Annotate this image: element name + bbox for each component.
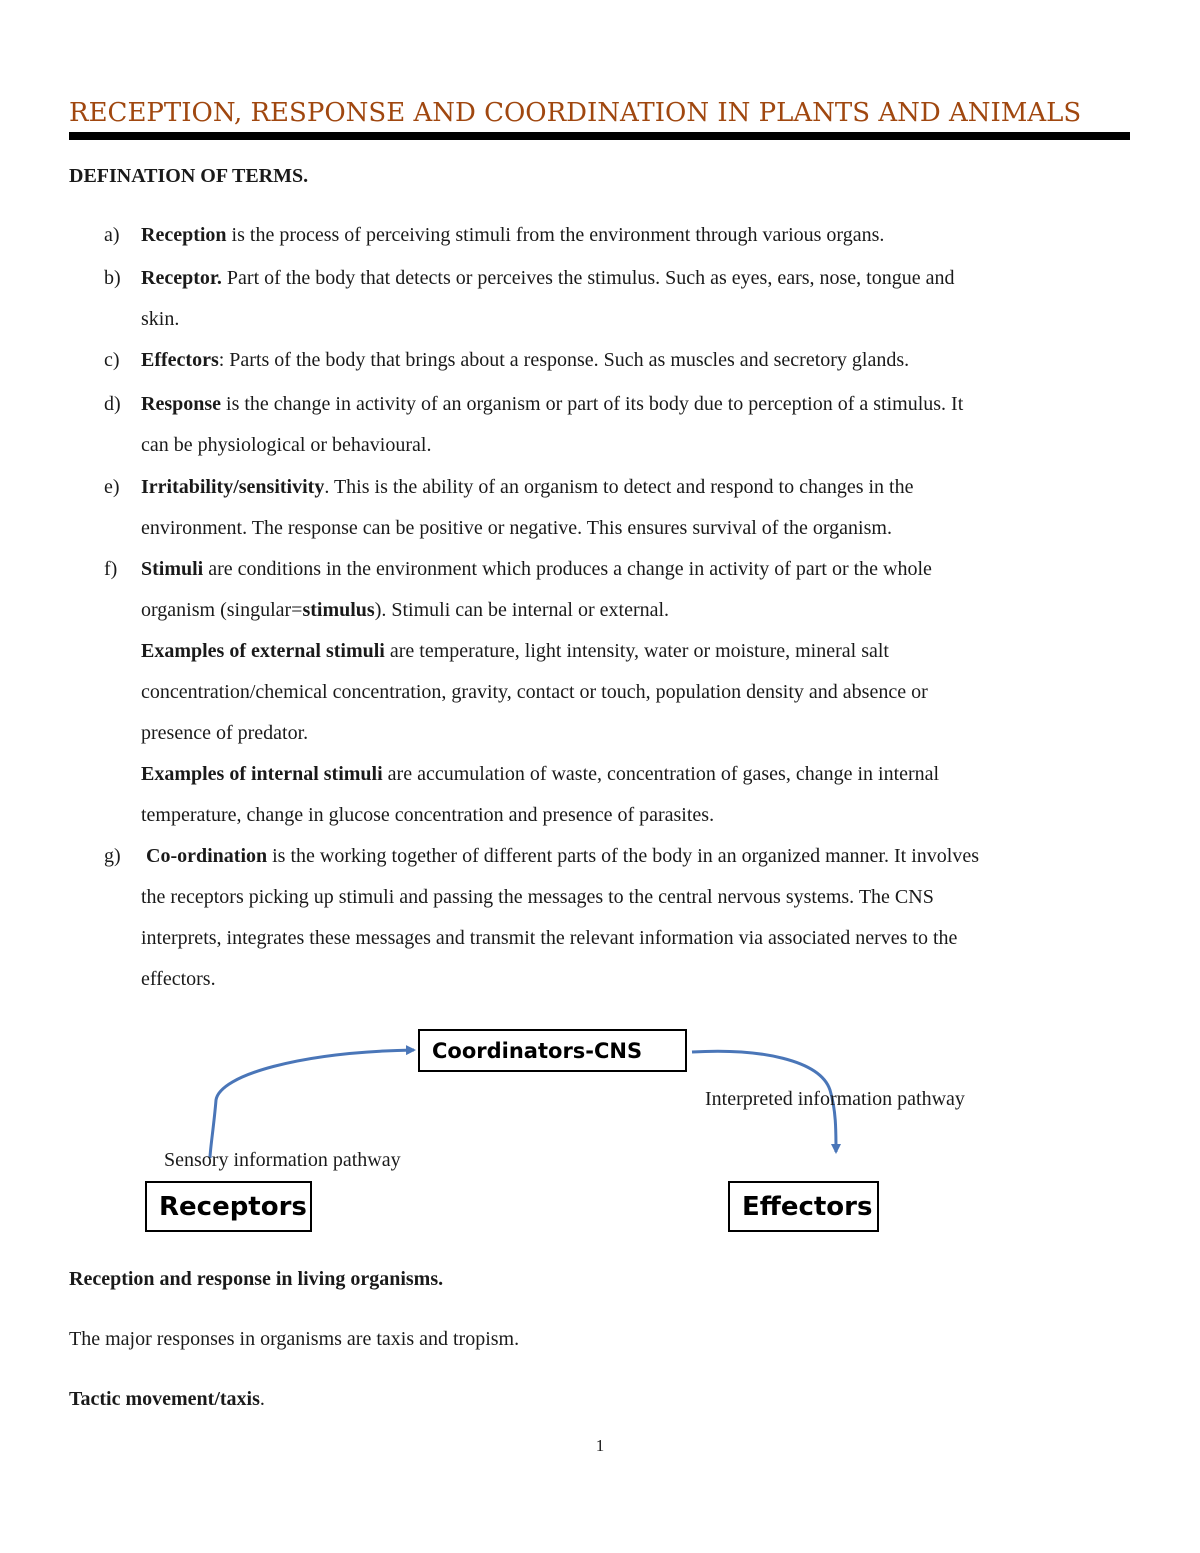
- term: Stimuli: [141, 558, 204, 580]
- definition-text: are accumulation of waste, concentration of gases, change in internal: [382, 763, 940, 785]
- definition-text: temperature, change in glucose concentration and presence of parasites.: [141, 804, 715, 826]
- definition-text: environment. The response can be positive or negative. This ensures survival of the organism.: [141, 517, 892, 539]
- list-label: e): [104, 476, 120, 498]
- term: Reception: [141, 224, 227, 246]
- effectors-box: Effectors: [728, 1181, 879, 1232]
- sensory-pathway-label: Sensory information pathway: [164, 1149, 401, 1171]
- definition-text: effectors.: [141, 968, 216, 990]
- definition-text: Part of the body that detects or perceives the stimulus. Such as eyes, ears, nose, tongue and: [221, 267, 955, 289]
- taxis-heading-text: Tactic movement/taxis: [69, 1388, 260, 1410]
- definition-text: the receptors picking up stimuli and passing the messages to the central nervous systems. The CNS: [141, 886, 934, 908]
- document-title: RECEPTION, RESPONSE AND COORDINATION IN PLANTS AND ANIMALS: [69, 98, 1082, 128]
- definition-text: . This is the ability of an organism to detect and respond to changes in the: [324, 476, 914, 498]
- list-label: a): [104, 224, 120, 246]
- definition-text: is the working together of different parts of the body in an organized manner. It involves: [267, 845, 979, 867]
- list-label: g): [104, 845, 121, 867]
- definition-text: ). Stimuli can be internal or external.: [374, 599, 670, 621]
- definition-text: presence of predator.: [141, 722, 309, 744]
- term: Irritability/sensitivity: [141, 476, 325, 498]
- term: Co-ordination: [146, 845, 268, 867]
- definition-text: skin.: [141, 308, 180, 330]
- definition-text: concentration/chemical concentration, gravity, contact or touch, population density and absence or: [141, 681, 928, 703]
- list-label: c): [104, 349, 120, 371]
- definition-text: interprets, integrates these messages and transmit the relevant information via associated nerves to the: [141, 927, 958, 949]
- list-label: f): [104, 558, 118, 580]
- list-label: b): [104, 267, 121, 289]
- external-stimuli-term: Examples of external stimuli: [141, 640, 385, 662]
- definition-text: : Parts of the body that brings about a response. Such as muscles and secretory glands.: [218, 349, 910, 371]
- definition-text: can be physiological or behavioural.: [141, 434, 432, 456]
- section-heading-reception: Reception and response in living organisms.: [69, 1268, 444, 1290]
- term: Response: [141, 393, 222, 415]
- coordinators-cns-box: Coordinators-CNS: [418, 1029, 687, 1072]
- definition-text: is the change in activity of an organism or part of its body due to perception of a stimulus. It: [221, 393, 964, 415]
- internal-stimuli-term: Examples of internal stimuli: [141, 763, 383, 785]
- definition-text: is the process of perceiving stimuli from the environment through various organs.: [226, 224, 885, 246]
- term: stimulus: [302, 599, 375, 621]
- heading-tail: .: [259, 1388, 265, 1410]
- term: Receptor.: [141, 267, 222, 289]
- receptors-box: Receptors: [145, 1181, 312, 1232]
- definition-text: organism (singular=: [141, 599, 303, 621]
- definition-text: are conditions in the environment which produces a change in activity of part or the whole: [203, 558, 932, 580]
- section-heading-taxis: [69, 1387, 265, 1411]
- section-paragraph: The major responses in organisms are taxis and tropism.: [69, 1328, 520, 1350]
- list-label: d): [104, 393, 121, 415]
- term: Effectors: [141, 349, 219, 371]
- section-heading-definitions: DEFINATION OF TERMS.: [69, 165, 309, 187]
- page-number: 1: [595, 1436, 605, 1455]
- sensory-pathway-arrow: [210, 1050, 414, 1158]
- definition-text: are temperature, light intensity, water or moisture, mineral salt: [384, 640, 889, 662]
- interpreted-pathway-label: Interpreted information pathway: [705, 1088, 965, 1110]
